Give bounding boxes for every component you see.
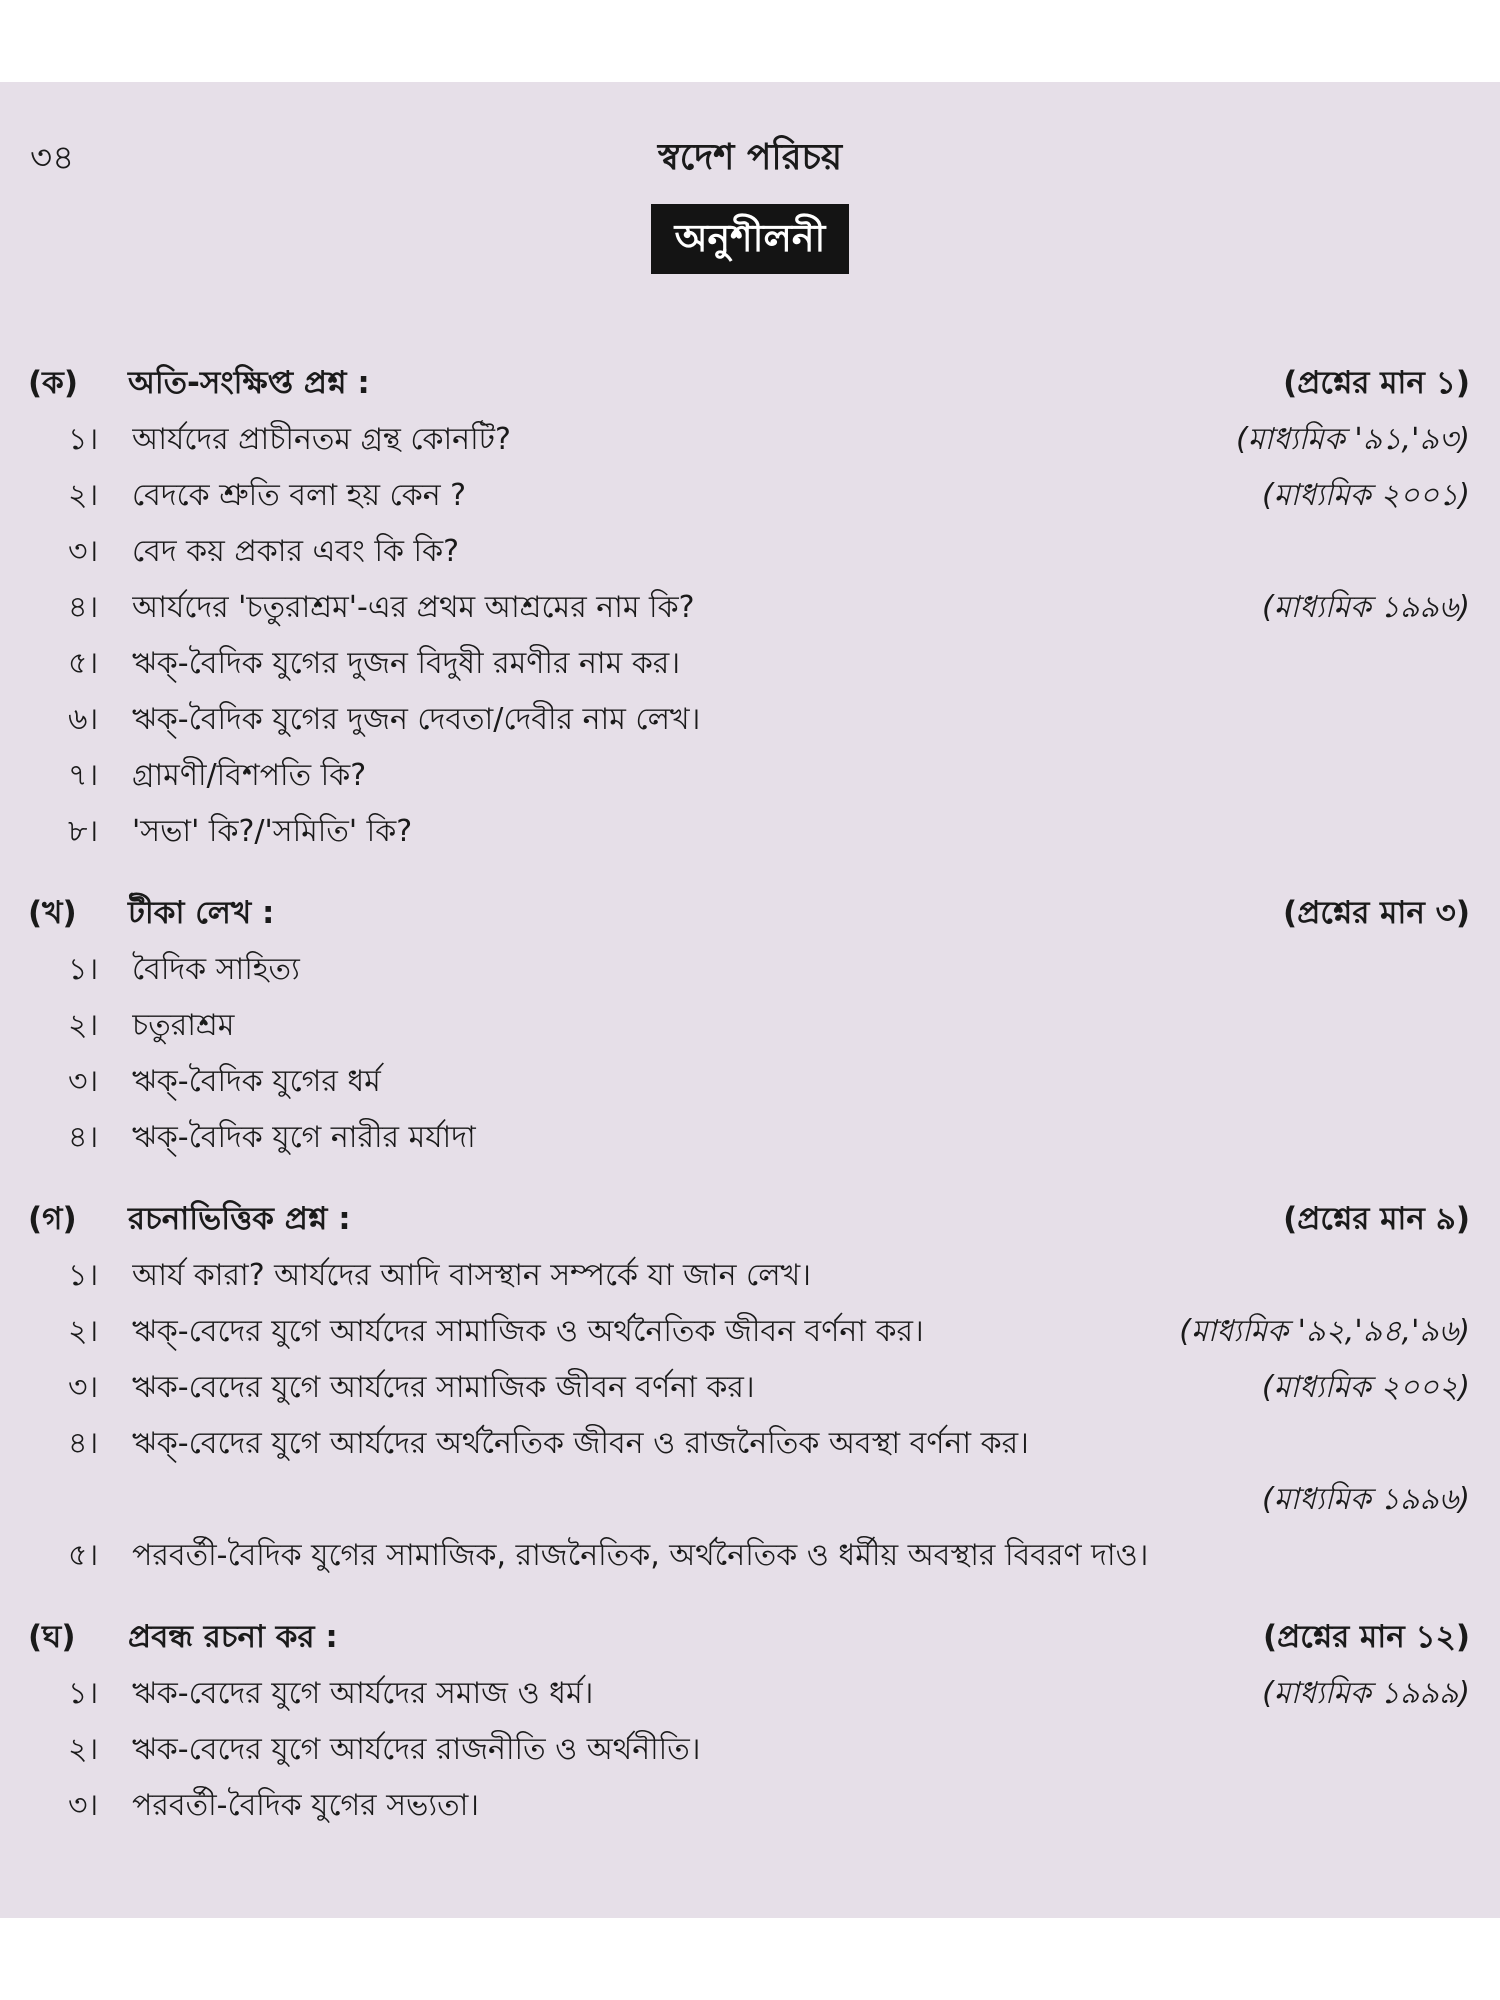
question-list [28,942,1470,1166]
section-very-short [28,354,1470,860]
question-text: আর্য কারা? আর্যদের আদি বাসস্থান সম্পর্কে যা জান লেখ। [132,1258,811,1293]
question-number: ৩। [68,1788,99,1823]
question-text: বৈদিক সাহিত্য [132,952,300,987]
question-item [68,524,1470,580]
question-number: ৩। [68,534,99,569]
question-number: ৭। [68,758,99,793]
question-number: ২। [68,1008,99,1043]
question-item [68,1110,1470,1166]
question-number: ৫। [68,1538,99,1573]
exercise-badge: অনুশীলনী [651,204,850,274]
question-item [68,1778,1470,1834]
question-item [68,468,1470,524]
question-item [68,1360,1470,1416]
question-number: ৩। [68,1370,99,1405]
exam-reference: (মাধ্যমিক ১৯৯৬) [1262,1482,1470,1517]
exam-reference: (মাধ্যমিক ২০০১) [1261,478,1470,513]
question-number: ১। [68,952,99,987]
exam-reference: (মাধ্যমিক ১৯৯৯) [1262,1676,1470,1711]
section-descriptive [28,1190,1470,1584]
question-item [68,1304,1470,1360]
question-number: ৪। [68,1120,99,1155]
exam-reference: (মাধ্যমিক ২০০২) [1261,1370,1470,1405]
book-title: স্বদেশ পরিচয় [657,137,843,178]
section-marks: (প্রশ্নের মান ৯) [1283,1201,1470,1237]
section-heading [28,1190,1470,1248]
question-number: ২। [68,1732,99,1767]
question-text: ঋক্‌-বৈদিক যুগে নারীর মর্যাদা [132,1120,476,1155]
question-text: পরবর্তী-বৈদিক যুগের সভ্যতা। [132,1788,480,1823]
question-text: গ্রামণী/বিশপতি কি? [132,758,367,793]
book-page [0,82,1500,1918]
question-number: ৫। [68,646,99,681]
question-text: বেদকে শ্রুতি বলা হয় কেন ? [132,478,467,513]
question-text: পরবর্তী-বৈদিক যুগের সামাজিক, রাজনৈতিক, অর্থনৈতিক ও ধর্মীয় অবস্থার বিবরণ দাও। [132,1538,1149,1573]
page-number: ৩৪ [30,138,75,178]
question-text: 'সভা' কি?/'সমিতি' কি? [132,814,413,849]
question-item [68,636,1470,692]
question-item [68,1722,1470,1778]
section-key: (গ) [28,1201,77,1237]
question-number: ৮। [68,814,99,849]
question-item [68,1054,1470,1110]
section-heading [28,354,1470,412]
question-number: ৪। [68,590,99,625]
section-title: প্রবন্ধ রচনা কর : [128,1619,338,1655]
question-number: ১। [68,1676,99,1711]
section-essay [28,1608,1470,1834]
section-title: রচনাভিত্তিক প্রশ্ন : [128,1201,351,1237]
exam-reference: (মাধ্যমিক '৯১,'৯৩) [1236,422,1470,457]
question-item [68,804,1470,860]
section-short-notes [28,884,1470,1166]
question-number: ৪। [68,1426,99,1461]
section-marks: (প্রশ্নের মান ১) [1283,365,1470,401]
question-text: ঋক-বেদের যুগে আর্যদের রাজনীতি ও অর্থনীতি। [132,1732,701,1767]
section-heading [28,1608,1470,1666]
question-item [68,692,1470,748]
question-number: ৩। [68,1064,99,1099]
question-text: আর্যদের প্রাচীনতম গ্রন্থ কোনটি? [132,422,511,457]
question-list [28,1666,1470,1834]
exam-reference: (মাধ্যমিক ১৯৯৬) [1262,590,1470,625]
question-number: ২। [68,478,99,513]
question-item [68,748,1470,804]
question-item [68,580,1470,636]
question-text: ঋক-বেদের যুগে আর্যদের সামাজিক জীবন বর্ণনা কর। [132,1370,755,1405]
section-key: (ঘ) [28,1619,76,1655]
question-item [68,1528,1470,1584]
section-title: টীকা লেখ : [128,895,275,931]
question-text: ঋক্‌-বৈদিক যুগের দুজন দেবতা/দেবীর নাম লেখ। [132,702,701,737]
question-text: ঋক্‌-বেদের যুগে আর্যদের সামাজিক ও অর্থনৈতিক জীবন বর্ণনা কর। [132,1314,924,1349]
section-marks: (প্রশ্নের মান ৩) [1283,895,1470,931]
question-text: ঋক্‌-বেদের যুগে আর্যদের অর্থনৈতিক জীবন ও রাজনৈতিক অবস্থা বর্ণনা কর। [132,1426,1029,1461]
question-item [68,942,1470,998]
page-header [30,126,1470,182]
question-item [68,1248,1470,1304]
section-title: অতি-সংক্ষিপ্ত প্রশ্ন : [128,365,370,401]
exercise-content [28,354,1470,1858]
question-text: ঋক-বেদের যুগে আর্যদের সমাজ ও ধর্ম। [132,1676,594,1711]
question-item [68,1416,1470,1472]
question-number: ১। [68,422,99,457]
question-item [68,998,1470,1054]
section-marks: (প্রশ্নের মান ১২) [1262,1619,1470,1655]
question-list [28,412,1470,860]
question-number: ৬। [68,702,99,737]
exam-reference: (মাধ্যমিক '৯২,'৯৪,'৯৬) [1179,1314,1470,1349]
question-text: বেদ কয় প্রকার এবং কি কি? [132,534,460,569]
exercise-badge-wrap [0,204,1500,274]
question-item [68,1666,1470,1722]
question-number: ২। [68,1314,99,1349]
question-text: ঋক্‌-বৈদিক যুগের ধর্ম [132,1064,381,1099]
question-text: আর্যদের 'চতুরাশ্রম'-এর প্রথম আশ্রমের নাম কি? [132,590,695,625]
question-item [68,412,1470,468]
section-key: (ক) [28,365,79,401]
question-list [28,1248,1470,1584]
section-heading [28,884,1470,942]
question-text: চতুরাশ্রম [132,1008,235,1043]
question-text: ঋক্‌-বৈদিক যুগের দুজন বিদুষী রমণীর নাম কর। [132,646,681,681]
section-key: (খ) [28,895,77,931]
question-number: ১। [68,1258,99,1293]
